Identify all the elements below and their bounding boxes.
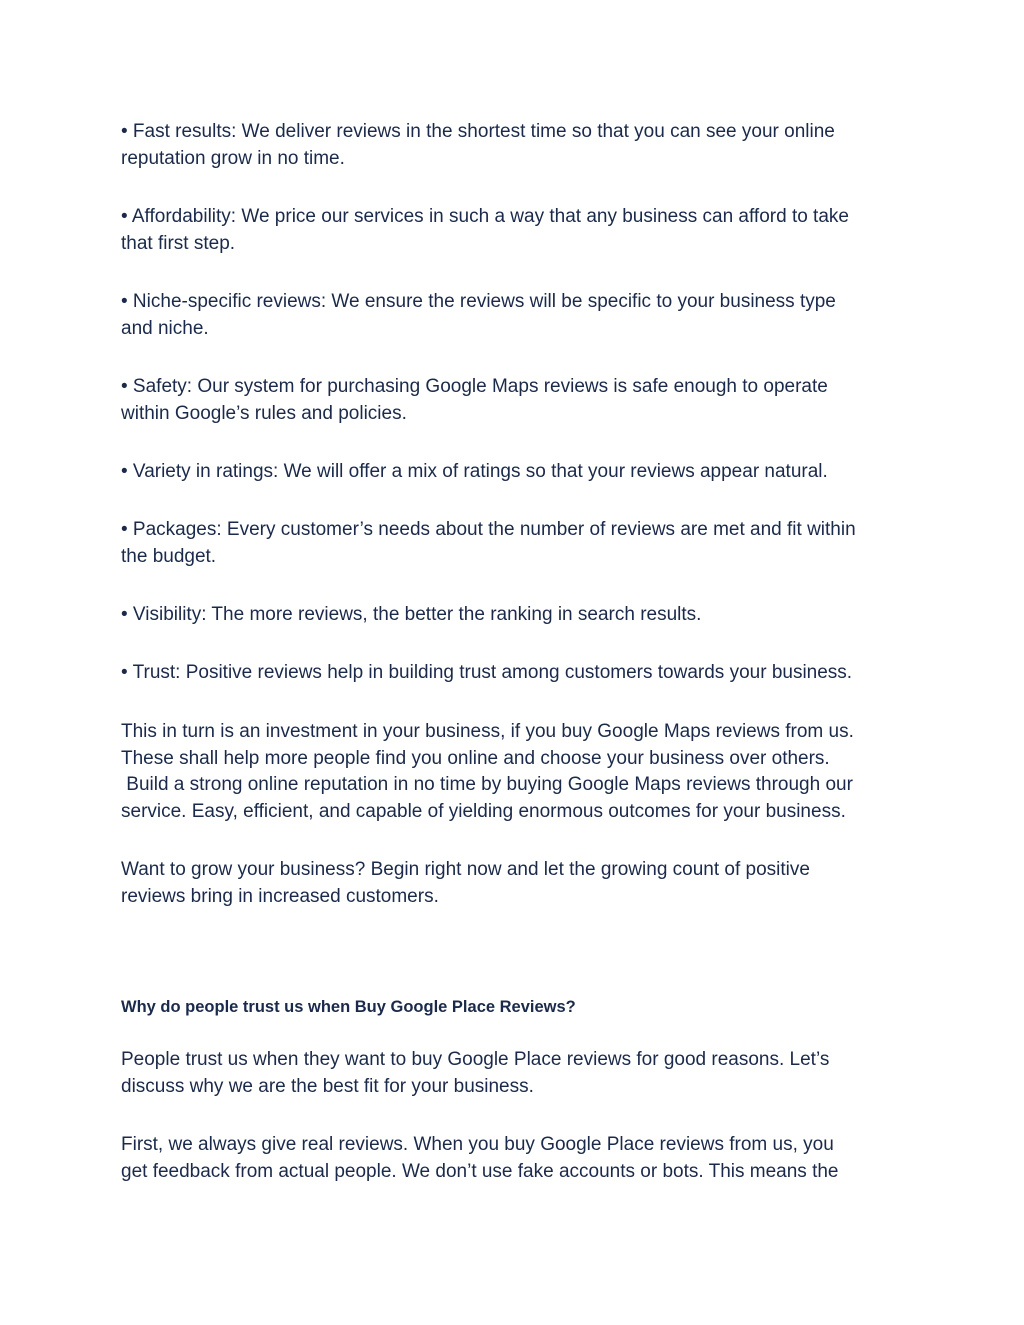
text-line: discuss why we are the best fit for your business. (121, 1075, 534, 1097)
text-line: • Visibility: The more reviews, the better the ranking in search results. (121, 604, 702, 625)
text-line: People trust us when they want to buy Google Place reviews for good reasons. Let’s (121, 1049, 830, 1070)
trust-intro-paragraph (121, 1047, 911, 1100)
bullet-fast-results (121, 119, 911, 172)
bullet-niche-specific (121, 289, 911, 342)
bullet-visibility (121, 602, 911, 629)
text-line: that first step. (121, 232, 236, 254)
text-line: and niche. (121, 317, 209, 339)
section-heading: Why do people trust us when Buy Google Place Reviews? (121, 998, 576, 1016)
bullet-variety (121, 459, 911, 486)
text-line: • Safety: Our system for purchasing Google Maps reviews is safe enough to operate (121, 376, 828, 397)
text-line: • Fast results: We deliver reviews in the shortest time so that you can see your online (121, 121, 835, 142)
investment-paragraph (121, 719, 911, 825)
text-line: service. Easy, efficient, and capable of yielding enormous outcomes for your business. (121, 800, 846, 822)
text-line: reviews bring in increased customers. (121, 885, 439, 907)
bullet-safety (121, 374, 911, 427)
text-line: • Trust: Positive reviews help in building trust among customers towards your business. (121, 662, 853, 683)
text-line: within Google’s rules and policies. (121, 402, 407, 424)
grow-paragraph (121, 857, 911, 910)
bullet-affordability (121, 204, 911, 257)
bullet-trust (121, 660, 911, 687)
text-line: • Packages: Every customer’s needs about the number of reviews are met and fit within (121, 519, 856, 540)
text-line: • Variety in ratings: We will offer a mix of ratings so that your reviews appear natural. (121, 461, 828, 482)
text-line: • Niche-specific reviews: We ensure the reviews will be specific to your business type (121, 291, 836, 312)
text-line: reputation grow in no time. (121, 147, 345, 169)
text-line: Build a strong online reputation in no time by buying Google Maps reviews through our (121, 774, 853, 795)
first-reason-paragraph (121, 1132, 911, 1185)
text-line: Want to grow your business? Begin right now and let the growing count of positive (121, 859, 810, 880)
text-line: • Affordability: We price our services in such a way that any business can afford to take (121, 206, 849, 227)
text-line: the budget. (121, 545, 217, 567)
text-line: First, we always give real reviews. When you buy Google Place reviews from us, you (121, 1134, 834, 1155)
bullet-packages (121, 517, 911, 570)
text-line: These shall help more people find you online and choose your business over others. (121, 747, 830, 769)
text-line: get feedback from actual people. We don’t use fake accounts or bots. This means the (121, 1160, 839, 1182)
text-line: This in turn is an investment in your business, if you buy Google Maps reviews from us. (121, 721, 854, 742)
